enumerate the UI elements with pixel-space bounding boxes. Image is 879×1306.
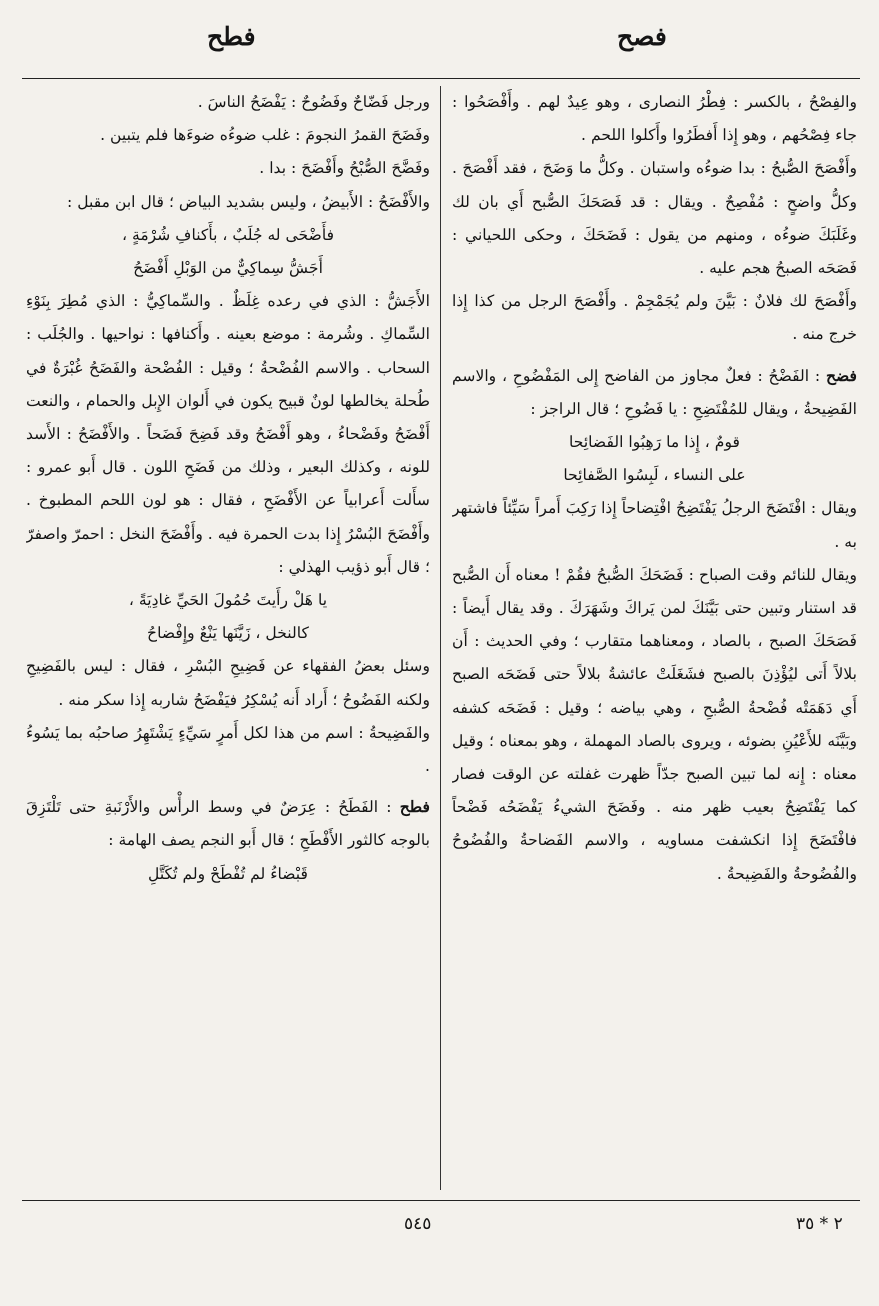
left-column: [26, 86, 430, 1196]
entry-paragraph: [26, 790, 430, 857]
footer-rule: [22, 1200, 860, 1201]
verse-line: قومٌ ، إِذا ما رَهِبُوا الفَضائِحا: [569, 433, 740, 452]
verse-line: يا هَلْ رأَيتَ حُمُولَ الحَيِّ غادِيَةً ،: [128, 591, 328, 610]
entry-text: : الفَضْحُ : فعلٌ مجاوز من الفاضح إِلى المَفْضُوحِ ، والاسم الفَضِيحةُ ، ويقال للمُفْتَضِحِ : يا فَضُوحِ ؛ قال الراجز :: [452, 366, 857, 418]
column-divider: [440, 86, 441, 1190]
header-rule: [22, 78, 860, 79]
verse-line: فأَضْحَى له جُلَبٌ ، بأَكنافِ شُرْمَةٍ ،: [121, 225, 335, 244]
right-column: [452, 86, 857, 1196]
paragraph: ويقال للنائم وقت الصباح : فَضَحَكَ الصُّبحُ فقُمْ ! معناه أَن الصُّبح قد استنار وتبين حتى بَيَّنَكَ لمن يَراكَ وشَهَرَكَ . وقد يقال أَيضاً : فَصَحَكَ الصبح ، بالصاد ، ومعناهما متقارب ؛ وفي الحديث : أَن بلالاً أَتى ليُؤْذِنَ بالصبح فشَغَلَتْ عائشةُ بلالاً حتى فَضَحَه الصبح أَي دَهَمَتْه فُضْحةُ الصُّبحِ ، وهي بياضه ؛ وقيل : فَضَحَه كشفه وبَيَّنَه للأَعْيُنِ بضوئه ، ويروى بالصاد المهملة ، وهو بمعناه ؛ وقيل معناه : إِنه لما تبين الصبح جدّاً ظهرت غفلته عن الوقت فصار كما يَفْتَضِحُ بعيب ظهر منه . وفَضَحَ الشيءُ يَفْضَحُه فَضْحاً فافْتَضَحَ إِذا انكشفت مساويه ، والاسم الفَضاحةُ والفُضُوحُ والفُضُوحةُ والفَضِيحةُ .: [452, 565, 857, 883]
paragraph: ويقال : افْتَضَحَ الرجلُ يَفْتَضِحُ افْتِضاحاً إِذا رَكِبَ أَمراً سَيِّئاً فاشتهر به .: [452, 499, 857, 551]
paragraph: وفَضَحَ القمرُ النجومَ : غلب ضوءُه ضوءَها فلم يتبين .: [100, 126, 430, 145]
verse-line: على النساء ، لَبِسُوا الصَّفائِحا: [563, 466, 746, 485]
paragraph: الأَجَشُّ : الذي في رعده غِلَظٌ . والسِّماكِيُّ : الذي مُطِرَ بِنَوْءِ السِّماكِ . وشُرمة : موضع بعينه . وأَكنافها : نواحيها . والجُلَب : السحاب . والاسم الفُضْحةُ ؛ وقيل : الفُضْحة والفَضَحُ غُبْرَةٌ في طُحلة يخالطها لونٌ قبيح يكون في أَلوان الإِبل والحمام ، والنعت أَفْضَحُ وفَضْحاءُ ، وهو أَفْضَحُ وقد فَضِحَ فَضَحاً . والأَفْضَحُ : الأَسد للونه ، وكذلك البعير ، وذلك من فَضَحِ اللون . قال أَبو عمرو : سأَلت أَعرابياً عن الأَفْضَحِ ، فقال : هو لون اللحم المطبوخ . وأَفْضَحَ البُسْرُ إِذا بدت الحمرة فيه . وأَفْضَحَ النخل : احمرّ واصفرّ ؛ قال أَبو ذؤيب الهذلي :: [26, 292, 430, 576]
verse-line: قَبْضاءُ لم تُفْطَحْ ولم تُكَتَّلِ: [148, 864, 308, 883]
entry-text: : الفَطَحُ : عِرَضٌ في وسط الرأْس والأَرْنَبةِ حتى تَلْتَزِقَ بالوجه كالثور الأَفْطَحِ ؛ قال أَبو النجم يصف الهامة :: [26, 798, 430, 850]
paragraph: وسئل بعضُ الفقهاء عن فَضِيحِ البُسْرِ ، فقال : ليس بالفَضِيحِ ولكنه الفَضُوحُ ؛ أَراد أَنه يُسْكِرُ فيَفْضَحُ شاربه إِذا سكر منه .: [26, 657, 430, 709]
paragraph: وأَفْصَحَ لك فلانٌ : بَيَّنَ ولم يُجَمْجِمْ . وأَفْصَحَ الرجل من كذا إِذا خرج منه .: [452, 292, 857, 344]
running-head-left: فطح: [207, 22, 256, 51]
entry-headword: فضح: [825, 365, 857, 385]
paragraph: والفِصْحُ ، بالكسر : فِطْرُ النصارى ، وهو عِيدٌ لهم . وأَفْصَحُوا : جاء فِصْحُهم ، وهو إِذا أَفطَرُوا وأَكلوا اللحم .: [452, 93, 857, 145]
running-head-right: فصح: [617, 22, 667, 51]
paragraph: وفَضَّحَ الصُّبْحُ وأَفْضَحَ : بدا .: [259, 159, 430, 178]
paragraph: والفَضِيحةُ : اسم من هذا لكل أَمرٍ سَيِّءٍ يَشْتَهِرُ صاحبُه بما يَسُوءُ .: [26, 723, 430, 776]
paragraph: والأَفْضَحُ : الأَبيضُ ، وليس بشديد البياض ؛ قال ابن مقبل :: [67, 192, 430, 211]
entry-headword: فطح: [399, 797, 430, 817]
verse-line: كالنخل ، زَيَّنَها يَنْعٌ وإِفْضاحُ: [147, 624, 309, 643]
verse-line: أَجَشُّ سِماكِيٌّ من الوَبْلِ أَفْضَحُ: [133, 259, 323, 278]
page-number: ٥٤٥: [404, 1214, 432, 1234]
paragraph: ورجل فَضّاحٌ وفَضُوحٌ : يَفْضَحُ الناسَ .: [197, 93, 430, 111]
paragraph: وأَفْصَحَ الصُّبحُ : بدا ضوءُه واستبان . وكلُّ ما وَضَحَ ، فقد أَفْصَحَ . وكلُّ واضحٍ : مُفْصِحٌ . ويقال : قد فَصَحَكَ الصُّبح أَي بان لك وغَلَبَكَ ضوءُه ، ومنهم من يقول : فَضَحَكَ ، وحكى اللحياني : فَصَحَه الصبحُ هجم عليه .: [452, 159, 857, 278]
signature-mark: ٢ * ٣٥: [796, 1214, 843, 1234]
entry-paragraph: [452, 359, 857, 426]
